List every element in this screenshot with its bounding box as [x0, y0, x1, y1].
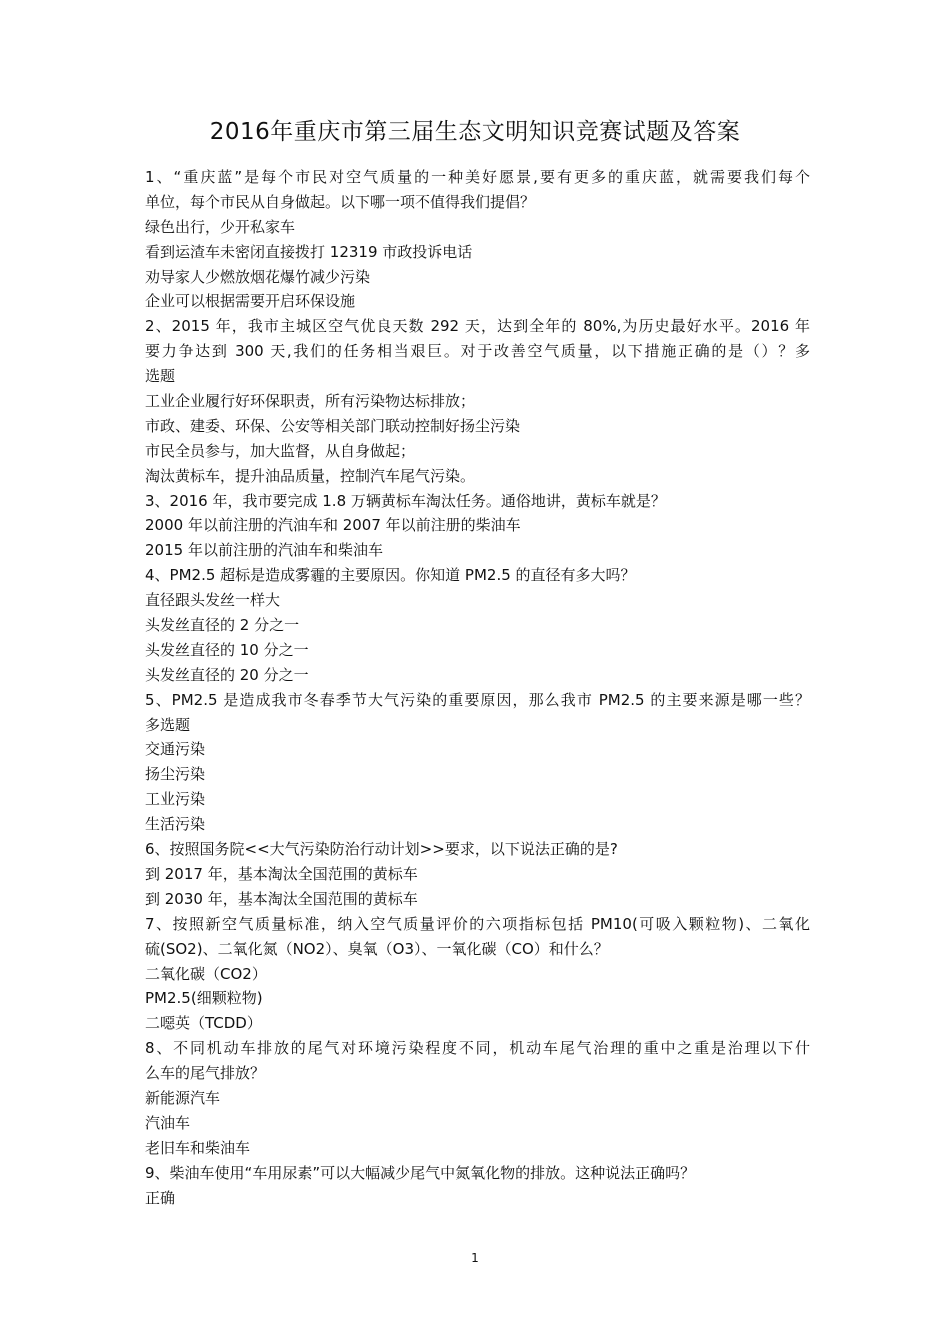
text-line: 劝导家人少燃放烟花爆竹减少污染: [145, 267, 371, 286]
text-line: 选题: [145, 367, 176, 386]
text-line: 老旧车和柴油车: [145, 1138, 251, 1157]
text-line: 5、PM2.5 是造成我市冬春季节大气污染的重要原因，那么我市 PM2.5 的主要来源是哪一些？: [145, 690, 810, 709]
text-line: 么车的尾气排放？: [145, 1064, 266, 1083]
text-line: 到 2030 年，基本淘汰全国范围的黄标车: [145, 889, 418, 908]
text-line: 硫(SO2)、二氧化氮（NO2）、臭氧（O3）、一氧化碳（CO）和什么？: [145, 939, 609, 958]
document-title: 2016年重庆市第三届生态文明知识竞赛试题及答案: [209, 119, 741, 145]
text-line: 汽油车: [145, 1113, 191, 1132]
text-line: 1、“重庆蓝”是每个市民对空气质量的一种美好愿景,要有更多的重庆蓝，就需要我们每个: [145, 168, 810, 186]
text-line: 到 2017 年，基本淘汰全国范围的黄标车: [145, 864, 418, 883]
text-line: PM2.5(细颗粒物): [145, 989, 263, 1008]
text-line: 多选题: [145, 715, 191, 734]
text-line: 二噁英（TCDD）: [145, 1014, 262, 1033]
text-line: 2015 年以前注册的汽油车和柴油车: [145, 541, 383, 560]
text-line: 绿色出行，少开私家车: [145, 217, 296, 236]
text-line: 9、柴油车使用“车用尿素”可以大幅减少尾气中氮氧化物的排放。这种说法正确吗？: [145, 1163, 696, 1182]
text-line: 看到运渣车未密闭直接拨打 12319 市政投诉电话: [145, 242, 473, 261]
text-line: 2、2015 年，我市主城区空气优良天数 292 天，达到全年的 80%,为历史最好水平。2016 年: [145, 317, 810, 336]
text-line: 7、按照新空气质量标准，纳入空气质量评价的六项指标包括 PM10(可吸入颗粒物)、二氧化: [145, 914, 810, 933]
text-line: 工业污染: [145, 790, 206, 809]
text-line: 2000 年以前注册的汽油车和 2007 年以前注册的柴油车: [145, 516, 521, 535]
text-line: 企业可以根据需要开启环保设施: [145, 292, 356, 311]
text-line: 要力争达到 300 天,我们的任务相当艰巨。对于改善空气质量，以下措施正确的是（）？多: [145, 342, 810, 361]
text-line: 直径跟头发丝一样大: [145, 591, 281, 610]
text-line: 正确: [145, 1188, 176, 1207]
text-line: 头发丝直径的 10 分之一: [145, 640, 309, 659]
text-line: 单位，每个市民从自身做起。以下哪一项不值得我们提倡？: [145, 192, 536, 211]
text-line: 6、按照国务院<<大气污染防治行动计划>>要求，以下说法正确的是?: [145, 840, 618, 859]
text-line: 头发丝直径的 20 分之一: [145, 665, 309, 684]
text-line: 8、不同机动车排放的尾气对环境污染程度不同，机动车尾气治理的重中之重是治理以下什: [145, 1039, 810, 1058]
text-line: 淘汰黄标车，提升油品质量，控制汽车尾气污染。: [145, 466, 476, 485]
text-line: 头发丝直径的 2 分之一: [145, 616, 300, 635]
document-body: [145, 165, 810, 1210]
text-line: 交通污染: [145, 740, 206, 759]
text-line: 3、2016 年，我市要完成 1.8 万辆黄标车淘汰任务。通俗地讲，黄标车就是？: [145, 491, 666, 510]
text-line: 4、PM2.5 超标是造成雾霾的主要原因。你知道 PM2.5 的直径有多大吗？: [145, 566, 636, 585]
text-line: 市民全员参与，加大监督，从自身做起；: [145, 441, 416, 460]
text-line: 扬尘污染: [145, 765, 206, 784]
text-line: 工业企业履行好环保职责，所有污染物达标排放；: [145, 392, 476, 411]
page-number: 1: [471, 1251, 479, 1265]
text-line: 生活污染: [145, 815, 206, 834]
text-line: 新能源汽车: [145, 1088, 221, 1107]
text-line: 二氧化碳（CO2）: [145, 964, 267, 983]
text-line: 市政、建委、环保、公安等相关部门联动控制好扬尘污染: [145, 416, 521, 435]
